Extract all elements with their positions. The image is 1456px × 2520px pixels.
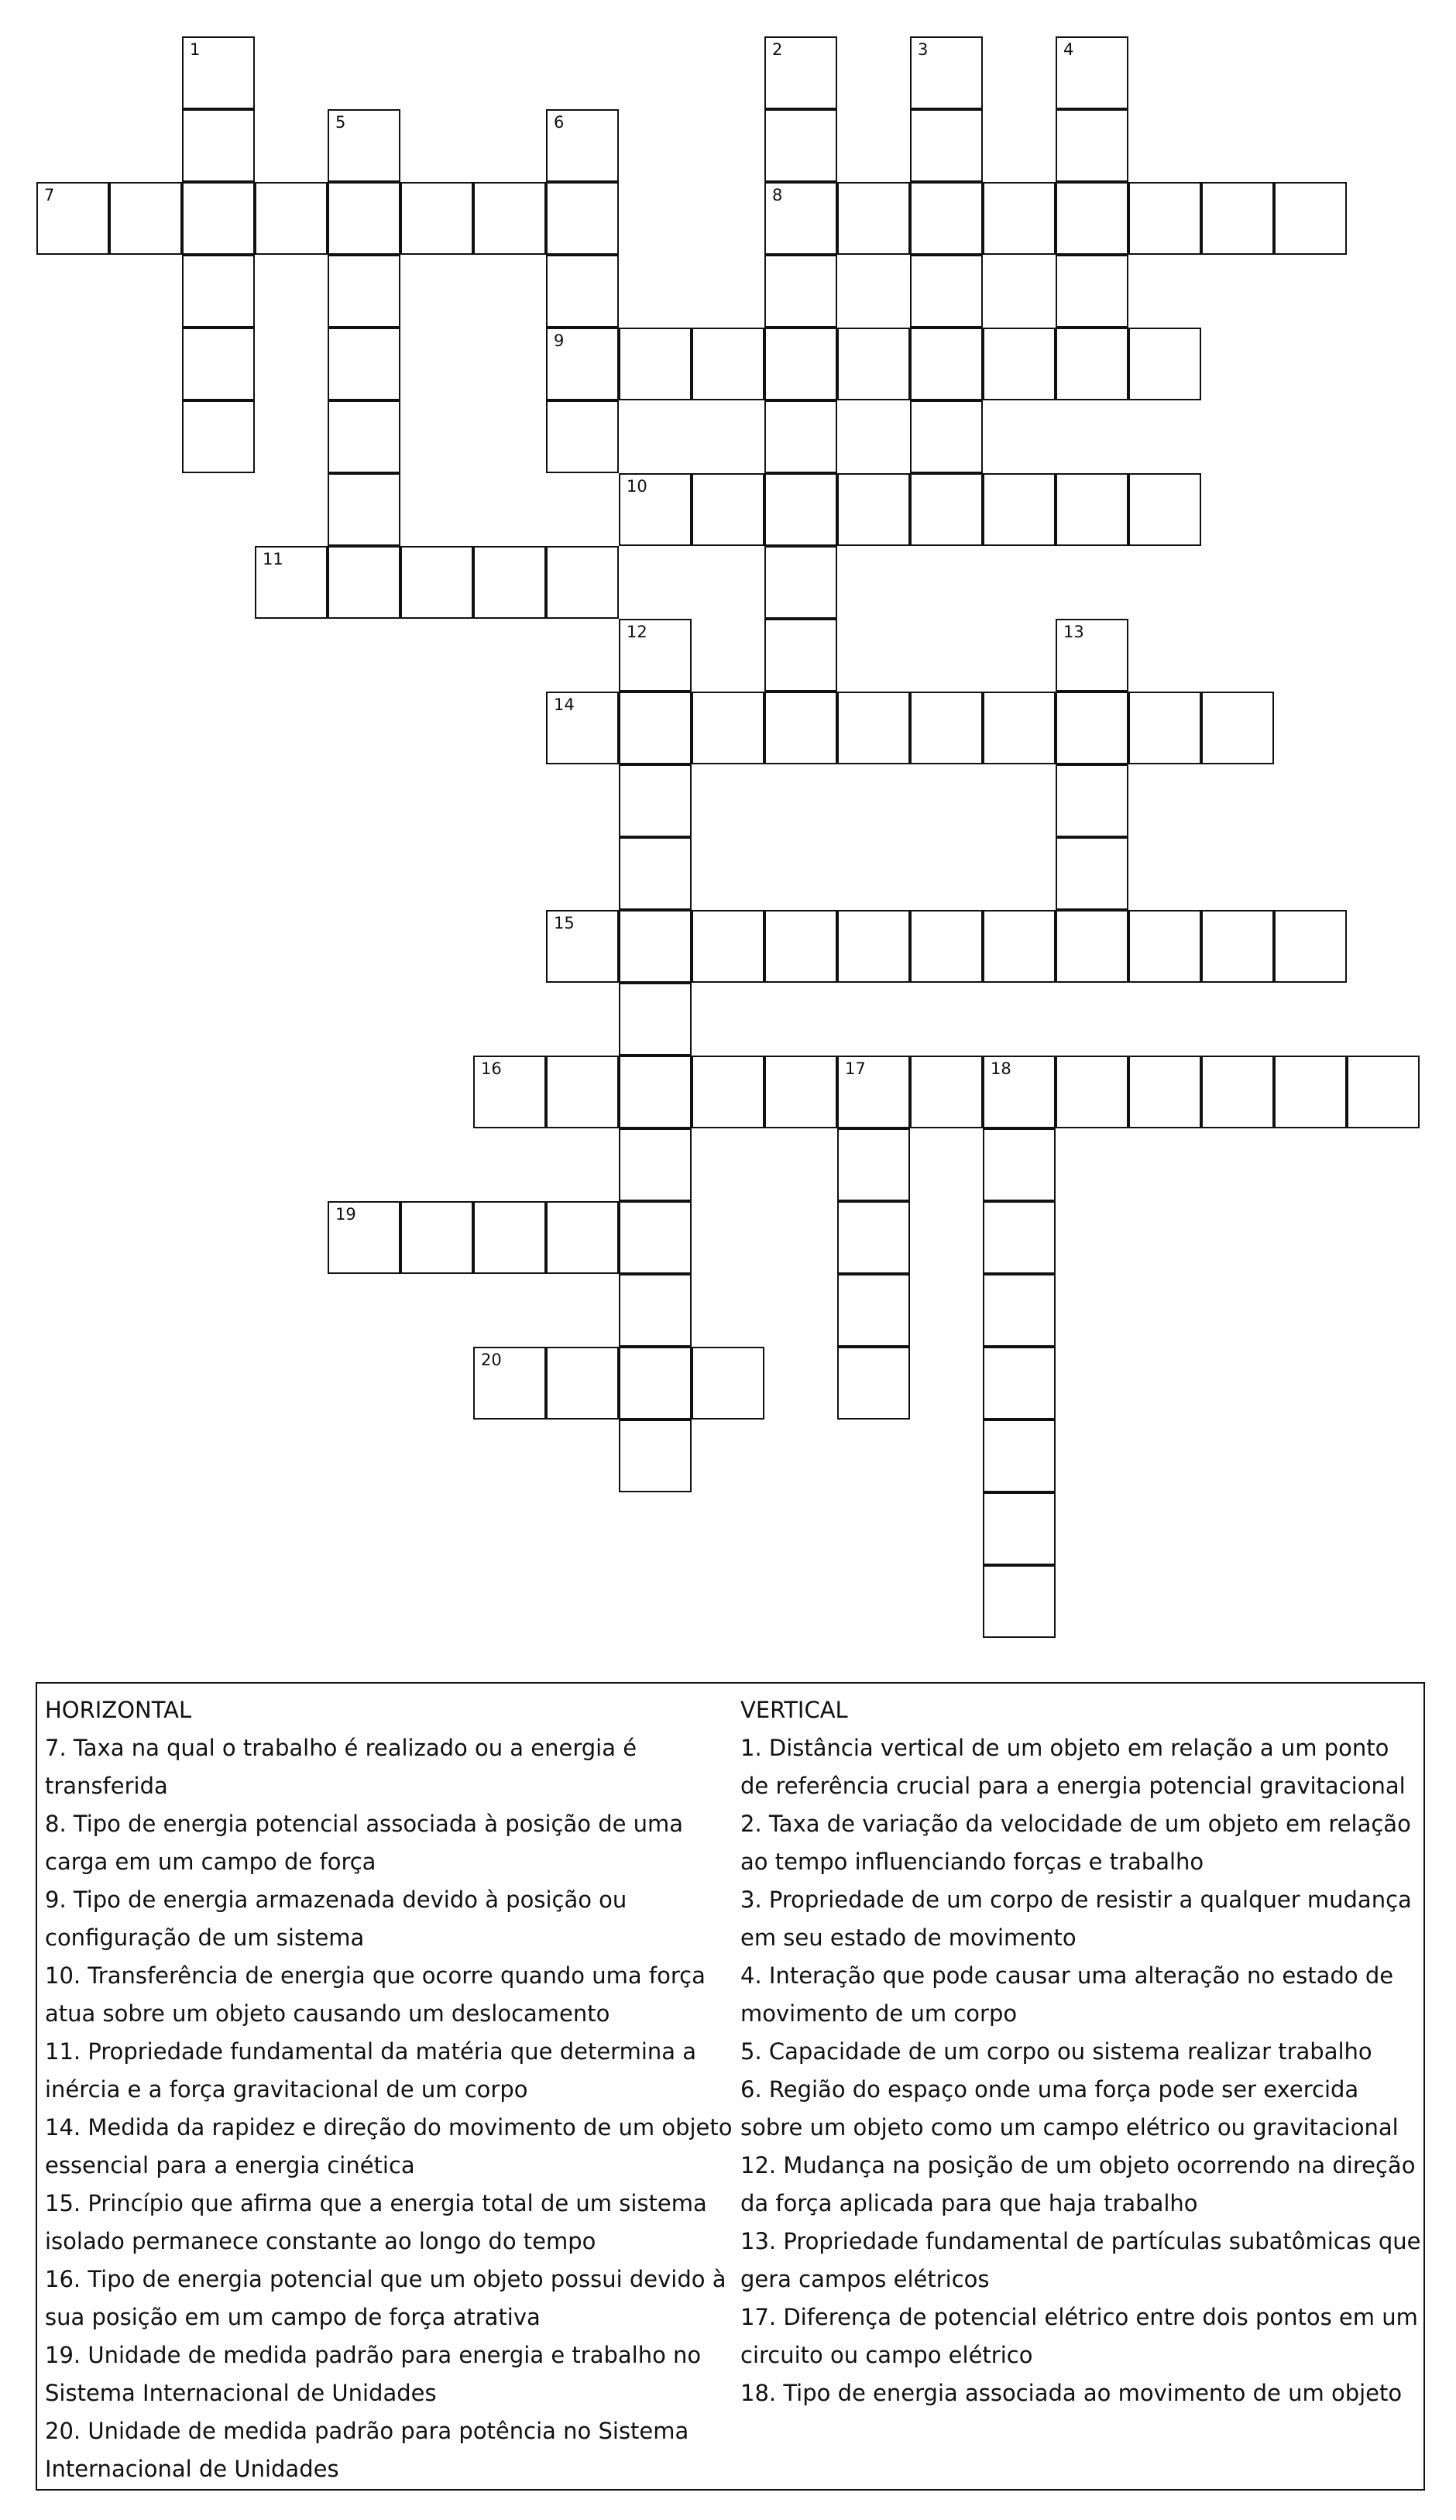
crossword-cell[interactable] — [910, 328, 983, 400]
crossword-cell[interactable] — [837, 182, 910, 255]
crossword-cell[interactable] — [546, 109, 619, 182]
crossword-cell[interactable] — [619, 837, 692, 910]
crossword-cell[interactable] — [1128, 692, 1201, 764]
crossword-cell[interactable] — [619, 328, 692, 400]
crossword-cell[interactable] — [182, 255, 255, 328]
crossword-cell[interactable] — [1274, 1056, 1347, 1128]
crossword-cell[interactable] — [546, 692, 619, 764]
crossword-cell[interactable] — [328, 182, 400, 255]
crossword-cell[interactable] — [1274, 910, 1347, 983]
crossword-cell[interactable] — [983, 1565, 1056, 1638]
crossword-cell[interactable] — [619, 983, 692, 1056]
crossword-cell[interactable] — [328, 1201, 400, 1274]
crossword-cell[interactable] — [619, 692, 692, 764]
down-clue: 18. Tipo de energia associada ao movimento de um objeto — [740, 2380, 1403, 2406]
crossword-cell[interactable] — [182, 109, 255, 182]
crossword-cell[interactable] — [837, 328, 910, 400]
clue-number: 19 — [335, 1205, 356, 1224]
crossword-cell[interactable] — [692, 1347, 764, 1420]
clue-number: 7 — [44, 186, 55, 204]
crossword-cell[interactable] — [764, 36, 837, 109]
crossword-cell[interactable] — [1274, 182, 1347, 255]
crossword-cell[interactable] — [983, 1056, 1056, 1128]
crossword-cell[interactable] — [983, 692, 1056, 764]
clue-number: 15 — [554, 914, 575, 932]
clue-number: 3 — [918, 40, 929, 59]
crossword-cell[interactable] — [983, 1274, 1056, 1347]
crossword-cell[interactable] — [910, 109, 983, 182]
crossword-cell[interactable] — [983, 1420, 1056, 1492]
down-clue: 13. Propriedade fundamental de partículas subatômicas que gera campos elétricos — [740, 2228, 1421, 2292]
crossword-cell[interactable] — [764, 109, 837, 182]
crossword-cell[interactable] — [837, 910, 910, 983]
crossword-cell[interactable] — [1056, 619, 1128, 692]
crossword-cell[interactable] — [983, 910, 1056, 983]
across-heading: HORIZONTAL — [45, 1697, 192, 1723]
crossword-cell[interactable] — [619, 1128, 692, 1201]
crossword-cell[interactable] — [983, 1128, 1056, 1201]
across-clue: 7. Taxa na qual o trabalho é realizado ou a energia é transferida — [45, 1735, 637, 1799]
crossword-cell[interactable] — [1056, 182, 1128, 255]
clue-number: 17 — [845, 1059, 866, 1078]
clue-number: 12 — [627, 623, 647, 641]
crossword-cell[interactable] — [109, 182, 182, 255]
crossword-cell[interactable] — [692, 692, 764, 764]
crossword-cell[interactable] — [255, 546, 328, 619]
crossword-cell[interactable] — [983, 1347, 1056, 1420]
clue-number: 18 — [991, 1059, 1011, 1078]
crossword-cell[interactable] — [328, 400, 400, 473]
clue-number: 9 — [554, 331, 565, 350]
crossword-cell[interactable] — [619, 1420, 692, 1492]
crossword-cell[interactable] — [764, 328, 837, 400]
crossword-cell[interactable] — [473, 1056, 546, 1128]
crossword-cell[interactable] — [619, 1056, 692, 1128]
crossword-cell[interactable] — [837, 473, 910, 546]
crossword-cell[interactable] — [473, 182, 546, 255]
crossword-cell[interactable] — [692, 328, 764, 400]
down-clue: 4. Interação que pode causar uma alteração no estado de movimento de um corpo — [740, 1962, 1394, 2027]
crossword-cell[interactable] — [837, 1347, 910, 1420]
across-clue: 20. Unidade de medida padrão para potência no Sistema Internacional de Unidades — [45, 2418, 689, 2482]
across-clues-column — [45, 1691, 734, 2488]
crossword-cell[interactable] — [400, 546, 473, 619]
clue-number: 14 — [554, 695, 575, 714]
across-clue: 14. Medida da rapidez e direção do movimento de um objeto essencial para a energia cinética — [45, 2114, 733, 2178]
down-clue: 12. Mudança na posição de um objeto ocorrendo na direção da força aplicada para que haja trabalho — [740, 2152, 1416, 2216]
down-clue: 2. Taxa de variação da velocidade de um objeto em relação ao tempo influenciando forças e trabalho — [740, 1811, 1411, 1875]
crossword-cell[interactable] — [36, 182, 109, 255]
crossword-cell[interactable] — [1056, 328, 1128, 400]
crossword-cell[interactable] — [1056, 255, 1128, 328]
crossword-cell[interactable] — [764, 473, 837, 546]
crossword-cell[interactable] — [692, 473, 764, 546]
crossword-cell[interactable] — [910, 400, 983, 473]
crossword-cell[interactable] — [764, 1056, 837, 1128]
crossword-cell[interactable] — [546, 1201, 619, 1274]
crossword-cell[interactable] — [328, 328, 400, 400]
crossword-cell[interactable] — [1056, 473, 1128, 546]
crossword-cell[interactable] — [692, 910, 764, 983]
crossword-cell[interactable] — [546, 1056, 619, 1128]
crossword-cell[interactable] — [546, 546, 619, 619]
crossword-cell[interactable] — [764, 692, 837, 764]
down-clue: 5. Capacidade de um corpo ou sistema realizar trabalho — [740, 2038, 1372, 2065]
crossword-cell[interactable] — [910, 1056, 983, 1128]
crossword-cell[interactable] — [619, 473, 692, 546]
crossword-cell[interactable] — [764, 255, 837, 328]
crossword-cell[interactable] — [764, 546, 837, 619]
clue-number: 20 — [481, 1351, 502, 1369]
crossword-cell[interactable] — [910, 182, 983, 255]
crossword-cell[interactable] — [619, 1347, 692, 1420]
crossword-cell[interactable] — [1056, 837, 1128, 910]
crossword-cell[interactable] — [473, 1201, 546, 1274]
crossword-cell[interactable] — [692, 1056, 764, 1128]
clue-number: 4 — [1063, 40, 1074, 59]
crossword-cell[interactable] — [400, 1201, 473, 1274]
crossword-cell[interactable] — [983, 1201, 1056, 1274]
crossword-cell[interactable] — [328, 255, 400, 328]
down-heading: VERTICAL — [740, 1697, 848, 1723]
crossword-cell[interactable] — [910, 36, 983, 109]
crossword-cell[interactable] — [910, 910, 983, 983]
crossword-cell[interactable] — [1128, 910, 1201, 983]
crossword-cell[interactable] — [473, 1347, 546, 1420]
across-clue: 16. Tipo de energia potencial que um objeto possui devido à sua posição em um campo de força atrativa — [45, 2266, 726, 2330]
across-clue: 8. Tipo de energia potencial associada à posição de uma carga em um campo de força — [45, 1811, 684, 1875]
crossword-cell[interactable] — [764, 182, 837, 255]
clue-box — [36, 1682, 1425, 2491]
crossword-cell[interactable] — [983, 182, 1056, 255]
crossword-cell[interactable] — [1056, 910, 1128, 983]
crossword-cell[interactable] — [764, 619, 837, 692]
crossword-cell[interactable] — [764, 400, 837, 473]
crossword-cell[interactable] — [619, 619, 692, 692]
clue-number: 8 — [772, 186, 783, 204]
crossword-cell[interactable] — [328, 546, 400, 619]
crossword-cell[interactable] — [1128, 1056, 1201, 1128]
across-clue: 9. Tipo de energia armazenada devido à posição ou configuração de um sistema — [45, 1887, 627, 1951]
crossword-cell[interactable] — [1201, 182, 1274, 255]
crossword-cell[interactable] — [837, 692, 910, 764]
crossword-cell[interactable] — [1347, 1056, 1420, 1128]
crossword-cell[interactable] — [1056, 1056, 1128, 1128]
crossword-cell[interactable] — [837, 1201, 910, 1274]
crossword-cell[interactable] — [837, 1128, 910, 1201]
crossword-cell[interactable] — [619, 910, 692, 983]
across-clue: 19. Unidade de medida padrão para energia e trabalho no Sistema Internacional de Unidades — [45, 2342, 702, 2406]
crossword-cell[interactable] — [1056, 36, 1128, 109]
crossword-cell[interactable] — [546, 255, 619, 328]
crossword-cell[interactable] — [1056, 692, 1128, 764]
crossword-cell[interactable] — [546, 182, 619, 255]
down-clue: 1. Distância vertical de um objeto em relação a um ponto de referência crucial para a energia potencial gravitacional — [740, 1735, 1406, 1799]
crossword-cell[interactable] — [910, 473, 983, 546]
crossword-cell[interactable] — [1201, 692, 1274, 764]
crossword-cell[interactable] — [619, 1274, 692, 1347]
crossword-cell[interactable] — [328, 473, 400, 546]
crossword-cell[interactable] — [1056, 109, 1128, 182]
down-clues-column — [740, 1691, 1422, 2412]
crossword-cell[interactable] — [546, 910, 619, 983]
crossword-cell[interactable] — [764, 910, 837, 983]
crossword-cell[interactable] — [837, 1056, 910, 1128]
crossword-cell[interactable] — [546, 328, 619, 400]
crossword-cell[interactable] — [546, 400, 619, 473]
crossword-cell[interactable] — [1128, 182, 1201, 255]
crossword-cell[interactable] — [910, 692, 983, 764]
crossword-cell[interactable] — [983, 328, 1056, 400]
across-clue: 10. Transferência de energia que ocorre quando uma força atua sobre um objeto causando um deslocamento — [45, 1962, 706, 2027]
crossword-cell[interactable] — [182, 36, 255, 109]
crossword-cell[interactable] — [619, 764, 692, 837]
clue-number: 6 — [554, 113, 565, 132]
crossword-cell[interactable] — [546, 1347, 619, 1420]
down-clue: 3. Propriedade de um corpo de resistir a qualquer mudança em seu estado de movimento — [740, 1887, 1412, 1951]
across-clue: 15. Princípio que afirma que a energia total de um sistema isolado permanece constante ao longo do tempo — [45, 2190, 707, 2254]
crossword-cell[interactable] — [255, 182, 328, 255]
crossword-cell[interactable] — [1201, 910, 1274, 983]
crossword-cell[interactable] — [1128, 328, 1201, 400]
down-clue: 17. Diferença de potencial elétrico entre dois pontos em um circuito ou campo elétrico — [740, 2304, 1418, 2368]
clue-number: 11 — [263, 550, 283, 568]
crossword-cell[interactable] — [1201, 1056, 1274, 1128]
crossword-cell[interactable] — [837, 1274, 910, 1347]
crossword-cell[interactable] — [983, 473, 1056, 546]
crossword-cell[interactable] — [619, 1201, 692, 1274]
clue-number: 16 — [481, 1059, 502, 1078]
crossword-cell[interactable] — [400, 182, 473, 255]
clue-number: 5 — [335, 113, 346, 132]
crossword-cell[interactable] — [1056, 764, 1128, 837]
clue-number: 13 — [1063, 623, 1084, 641]
down-clue: 6. Região do espaço onde uma força pode ser exercida sobre um objeto como um campo elétrico ou gravitacional — [740, 2076, 1399, 2141]
clue-number: 2 — [772, 40, 783, 59]
crossword-cell[interactable] — [1128, 473, 1201, 546]
crossword-cell[interactable] — [983, 1492, 1056, 1565]
crossword-cell[interactable] — [473, 546, 546, 619]
crossword-cell[interactable] — [910, 255, 983, 328]
clue-number: 1 — [190, 40, 201, 59]
crossword-cell[interactable] — [328, 109, 400, 182]
clue-number: 10 — [627, 477, 647, 496]
across-clue: 11. Propriedade fundamental da matéria que determina a inércia e a força gravitacional de um corpo — [45, 2038, 697, 2103]
crossword-cell[interactable] — [182, 328, 255, 400]
crossword-cell[interactable] — [182, 182, 255, 255]
crossword-cell[interactable] — [182, 400, 255, 473]
